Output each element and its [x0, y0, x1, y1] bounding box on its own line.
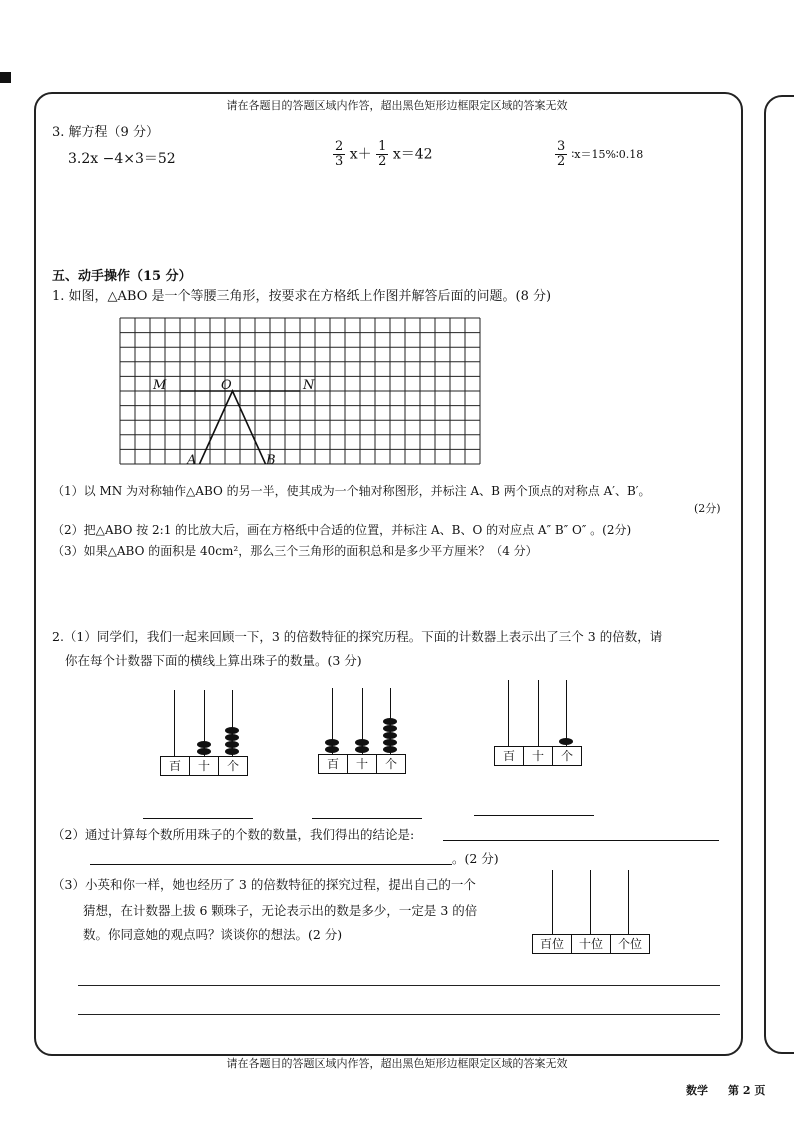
- footer-notice: 请在各题目的答题区域内作答，超出黑色矩形边框限定区域的答案无效: [226, 1057, 568, 1070]
- q1-sub1: （1）以 MN 为对称轴作△ABO 的另一半，使其成为一个轴对称图形，并标注 A、B 两个顶点的对称点 A′、B′。: [52, 484, 651, 498]
- q1-intro: 1. 如图，△ABO 是一个等腰三角形，按要求在方格纸上作图并解答后面的问题。(8 分): [52, 289, 552, 304]
- abacus-rod: [538, 680, 539, 746]
- q3-eq2: $\frac{2}{3}$ x＋ $\frac{1}{2}$ x＝42: [335, 139, 433, 169]
- eq2-frac1: $\frac{2}{3}$: [335, 139, 344, 169]
- q3-title: 3. 解方程（9 分）: [52, 125, 159, 140]
- answer-blank-3[interactable]: [474, 815, 594, 816]
- next-page-frame: [764, 95, 794, 1054]
- abacus-bead: [383, 718, 397, 725]
- q2-intro-line1: 2.（1）同学们，我们一起来回顾一下，3 的倍数特征的探究历程。下面的计数器上表示出了三个 3 的倍数，请: [52, 629, 663, 644]
- section5-title: 五、动手操作（15 分）: [52, 269, 192, 284]
- grid-paper[interactable]: [118, 316, 484, 470]
- q2-sub3-line1: （3）小英和你一样，她也经历了 3 的倍数特征的探究过程，提出自己的一个: [52, 877, 476, 892]
- abacus-bead: [355, 746, 369, 753]
- abacus-place-label: 十: [348, 755, 377, 773]
- abacus-3[interactable]: [494, 680, 580, 766]
- abacus-label-row: [318, 754, 406, 774]
- q2-sub3-line2: 猜想，在计数器上拔 6 颗珠子，无论表示出的数是多少，一定是 3 的倍: [83, 903, 478, 918]
- page-subject: 数学: [686, 1084, 708, 1097]
- abacus-bead: [225, 748, 239, 755]
- abacus-place-label: 百: [319, 755, 348, 773]
- abacus-place-label: 百: [161, 757, 190, 775]
- abacus-bead: [383, 746, 397, 753]
- label-n: N: [303, 378, 315, 393]
- abacus-bead: [197, 748, 211, 755]
- page-number: 第 2 页: [728, 1084, 766, 1097]
- q1-sub1-score: (2分): [694, 502, 721, 515]
- abacus-2[interactable]: [318, 688, 404, 774]
- abacus-place-label: 个: [384, 757, 397, 771]
- corner-mark: [0, 72, 11, 83]
- label-o: O: [221, 378, 232, 393]
- abacus-bead: [559, 738, 573, 745]
- rod-tens: [590, 870, 591, 936]
- q2-sub2-end: 。(2 分): [452, 851, 499, 866]
- answer-blank-2[interactable]: [312, 818, 422, 819]
- label-b: B: [266, 453, 276, 468]
- header-notice: 请在各题目的答题区域内作答，超出黑色矩形边框限定区域的答案无效: [226, 99, 568, 112]
- q2-sub3-line3: 数。你同意她的观点吗？谈谈你的想法。(2 分): [83, 927, 343, 942]
- abacus-place-label: 十: [524, 747, 553, 765]
- abacus-bead: [383, 739, 397, 746]
- q2-intro-line2: 你在每个计数器下面的横线上算出珠子的数量。(3 分): [65, 653, 362, 668]
- label-m: M: [153, 378, 167, 393]
- abacus-4-labels: 百位 十位 个位: [532, 934, 650, 954]
- abacus-rod: [174, 690, 175, 756]
- abacus-place-label: 个: [226, 759, 239, 773]
- abacus-bead: [383, 732, 397, 739]
- conclusion-blank-1[interactable]: [443, 840, 719, 841]
- abacus-rod: [566, 680, 567, 746]
- answer-line-1[interactable]: [78, 985, 720, 986]
- eq3-frac: $\frac{3}{2}$: [557, 139, 566, 169]
- answer-line-2[interactable]: [78, 1014, 720, 1015]
- abacus-bead: [355, 739, 369, 746]
- abacus-bead: [225, 734, 239, 741]
- rod-hundreds: [552, 870, 553, 936]
- triangle-abo: [200, 391, 266, 464]
- abacus-bead: [325, 739, 339, 746]
- abacus-label-row: [494, 746, 582, 766]
- q1-sub3: （3）如果△ABO 的面积是 40cm²，那么三个三角形的面积总和是多少平方厘米？（4 分）: [52, 544, 538, 558]
- abacus-label-row: [160, 756, 248, 776]
- conclusion-blank-2[interactable]: [90, 864, 452, 865]
- abacus-bead: [383, 725, 397, 732]
- answer-blank-1[interactable]: [143, 818, 253, 819]
- eq2-frac2: $\frac{1}{2}$: [378, 139, 387, 169]
- abacus-place-label: 个: [560, 749, 573, 763]
- abacus-bead: [225, 727, 239, 734]
- q1-sub2: （2）把△ABO 按 2:1 的比放大后，画在方格纸中合适的位置，并标注 A、B、O 的对应点 A″ B″ O″ 。(2分): [52, 523, 632, 537]
- q2-sub2: （2）通过计算每个数所用珠子的个数的数量，我们得出的结论是:: [52, 827, 415, 842]
- abacus-place-label: 十: [190, 757, 219, 775]
- abacus-rod: [508, 680, 509, 746]
- q3-eq3: $\frac{3}{2}$ ∶x＝15%∶0.18: [557, 139, 644, 169]
- abacus-4[interactable]: [532, 870, 650, 956]
- q3-eq1: 3.2x −4×3＝52: [68, 151, 176, 167]
- rod-ones: [628, 870, 629, 936]
- abacus-bead: [225, 741, 239, 748]
- label-a: A: [187, 453, 197, 468]
- abacus-place-label: 百: [495, 747, 524, 765]
- abacus-bead: [325, 746, 339, 753]
- abacus-bead: [197, 741, 211, 748]
- abacus-1[interactable]: [160, 690, 246, 776]
